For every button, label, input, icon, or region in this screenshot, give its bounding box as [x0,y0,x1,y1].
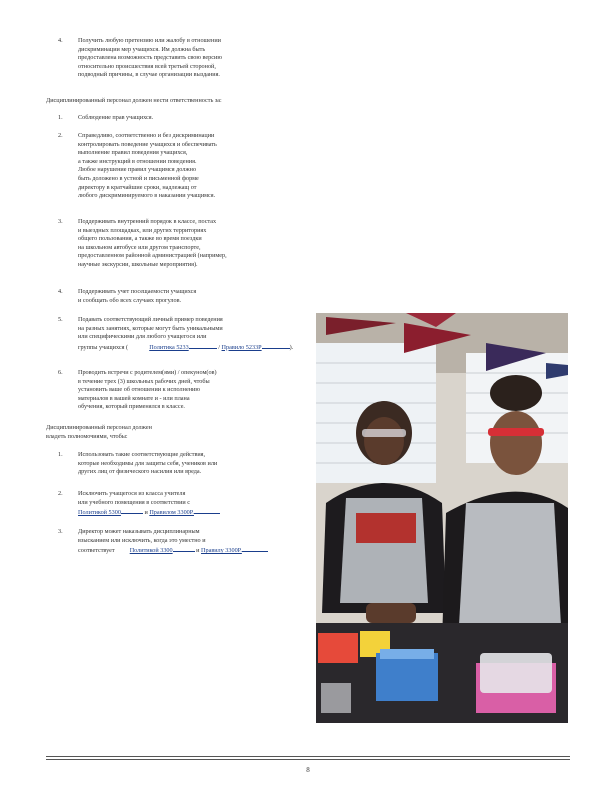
list-item-text: Использовать такие соответствующие действия, которые необходимы для защиты себя, учеников или других лиц от физического насилия или вреда. [78,451,218,476]
list-number: 4. [58,37,63,44]
list-number: 6. [58,369,63,376]
list-item-text: Проводить встречи с родителем(ями) / опекуном(ов) в течение трех (3) школьных рабочих дней, чтобы установить ваше об отношении к исполнению материалов в вашей комнате и - или плана обучения, который применялся в классе. [78,369,217,411]
list-number: 5. [58,316,63,323]
section-intro: Дисциплинированный персонал должен нести ответственность за: [46,97,222,104]
list-number: 1. [58,114,63,121]
list-number: 1. [58,451,63,458]
list-item-text: Подавать соответствующий личный пример поведения на разных занятиях, которые могут быть уникальными или специфическими для любого учащегося или группы учащихся ( Политика 5233 / Правило 5233Р ). [78,316,294,351]
classroom-lab-photo [316,313,568,723]
list-number: 2. [58,132,63,139]
policy-link[interactable]: Политика 5233 [149,343,189,351]
list-number: 4. [58,288,63,295]
rule-link[interactable]: Правило 5233Р [221,343,262,351]
policy-link[interactable]: Политикой 5300 [78,509,121,517]
list-item-text: Соблюдение прав учащихся. [78,114,154,121]
footer-rule [46,759,570,760]
list-item-text: Справедливо, соответственно и без дискриминации контролировать поведение учащихся и обеспечивать выполнение правил поведения учащихся, а также инструкций в отношении поведения. Любое нарушение правил учащимся должно быть доложено в устной и письменной форме директору в кратчайшие сроки, надлежащ от любого дискриминируемого в наказании учащимся. [78,132,217,200]
list-item-text: Поддерживать внутренний порядок в классе, постах и выездных площадках, или других территориях общего пользования, а также во время поездки на школьном автобусе или другом транспорте, предоставленном районной администрацией (например, научные экскурсии, школьные мероприятия). [78,218,227,268]
list-item-text: Поддерживать учет посещаемости учащихся и сообщать обо всех случаях прогулов. [78,288,197,304]
list-item-text: Директор может наказывать дисциплинарным взысканием или исключить, когда это уместно и соответствует Политикой 3300 и Правилу 3300Р. [78,528,268,556]
rule-link[interactable]: Правилом 3300Р. [149,509,194,517]
policy-link[interactable]: Политикой 3300 [129,547,173,555]
page-number: 8 [306,766,310,774]
list-item-text: Исключить учащегося из класса учителя или учебного помещения в соответствии с Политикой 5300 и Правилом 3300Р. [78,490,220,518]
list-item-text: Получить любую претензию или жалобу в отношении дискриминации мер учащихся. Им должна быть предоставлена возможность представить свою версию относительно происшествия всей третьей стороной, подводный причины, в случае организации выздания. [78,37,222,79]
list-number: 2. [58,490,63,497]
section-intro-2: Дисциплинированный персонал должен владеть полномочиями, чтобы: [46,424,152,440]
rule-link[interactable]: Правилу 3300Р. [201,547,242,555]
list-number: 3. [58,528,63,535]
footer-rule [46,756,570,757]
list-number: 3. [58,218,63,225]
